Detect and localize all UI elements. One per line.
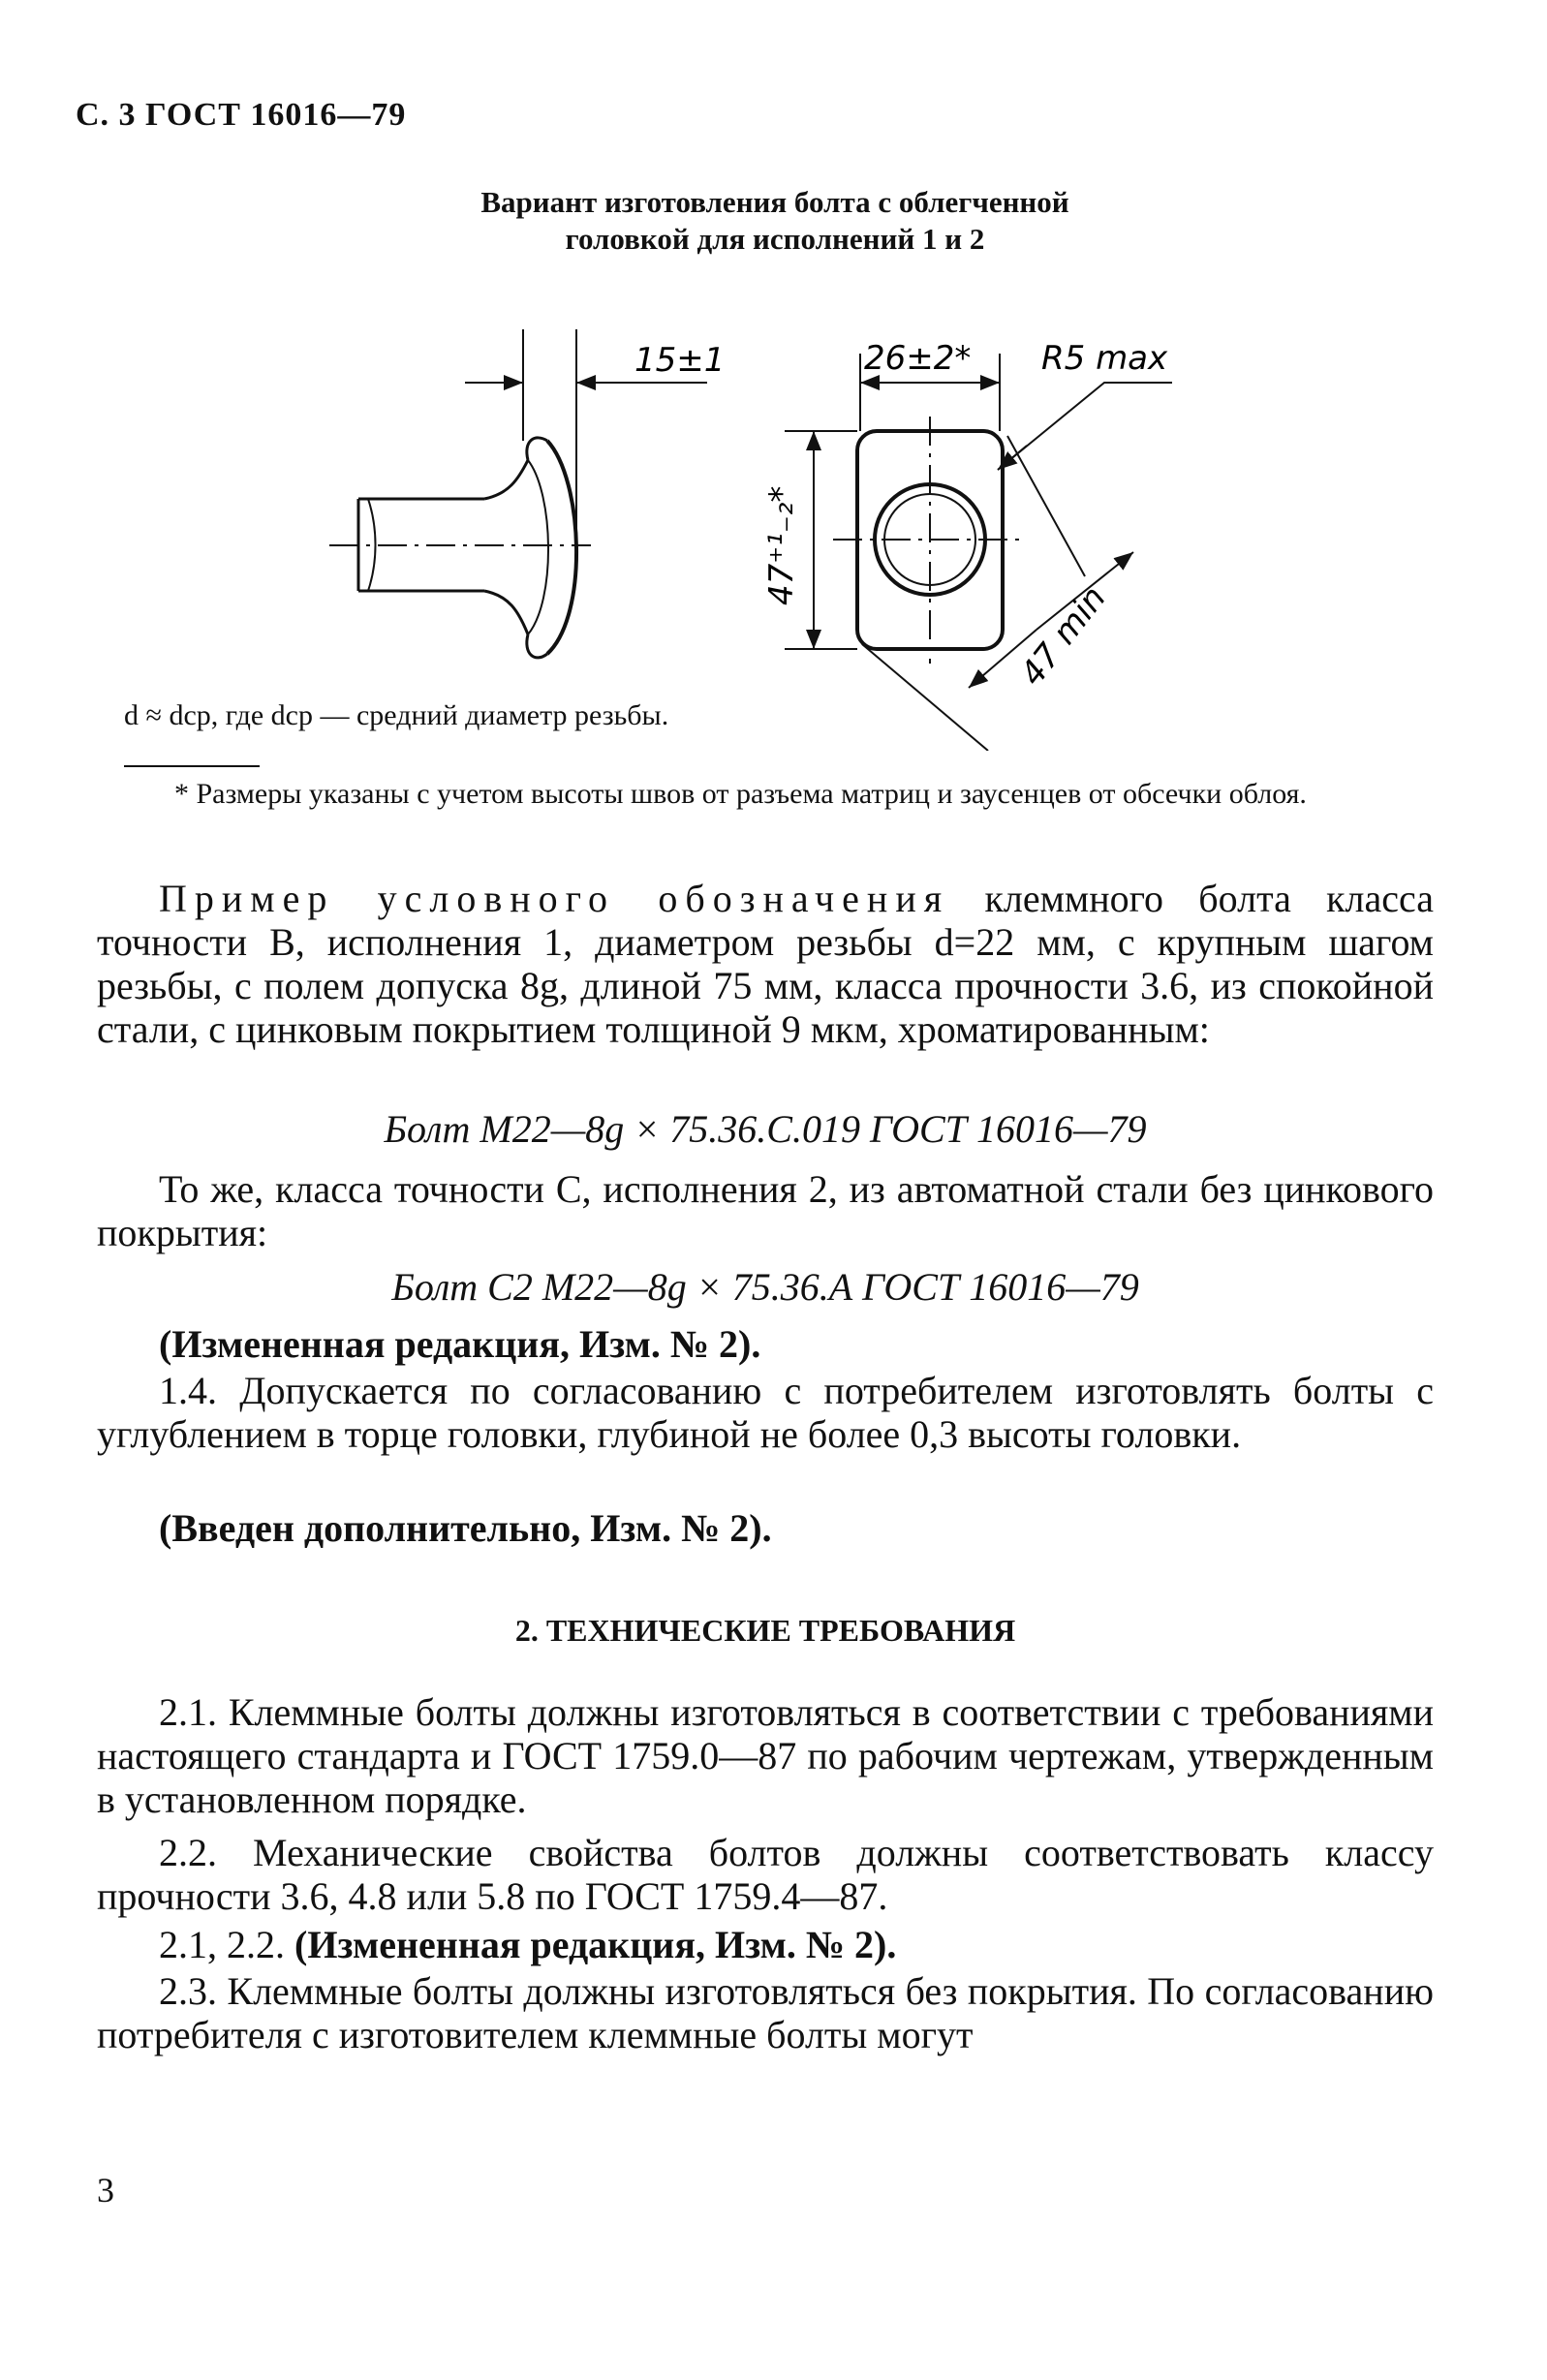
dim-radius: R5 max [1041,339,1168,378]
example-lead: Пример условного обозначения [159,877,950,920]
introduced-note: (Введен дополнительно, Изм. № 2). [159,1506,772,1550]
dim-diagonal: 47 min [1012,578,1114,694]
amended-note-2 [97,1923,1434,1966]
footnote-divider [124,765,260,767]
paragraph-2-1: 2.1. Клеммные болты должны изготовляться в соответствии с требованиями настоящего стандарта и ГОСТ 1759.0—87 по рабочим чертежам, утвержденным в установленном порядке. [97,1690,1434,1821]
figure-title-line1: Вариант изготовления болта с облегченной [480,185,1069,219]
designation-2: Болт С2 М22—8g × 75.36.А ГОСТ 16016—79 [391,1265,1139,1309]
dim-head-height: 15±1 [634,341,726,380]
section-2-title: 2. ТЕХНИЧЕСКИЕ ТРЕБОВАНИЯ [514,1613,1016,1648]
page-header: С. 3 ГОСТ 16016—79 [76,97,407,133]
dim-width: 26±2* [864,339,972,378]
example-paragraph [97,877,1434,1051]
figure-note: d ≈ dср, где dср — средний диаметр резьбы. [124,699,669,731]
paragraph-1-4: 1.4. Допускается по согласованию с потребителем изготовлять болты с углублением в торце головки, глубиной не более 0,3 высоты головки. [97,1369,1434,1456]
dim-height: 47⁺¹₋₂* [762,485,801,605]
page-number: 3 [97,2171,114,2210]
designation-1: Болт М22—8g × 75.36.С.019 ГОСТ 16016—79 [384,1107,1147,1151]
paragraph-2-3: 2.3. Клеммные болты должны изготовляться без покрытия. По согласованию потребителя с изготовителем клеммные болты могут [97,1969,1434,2056]
figure-title-line2: головкой для исполнений 1 и 2 [565,222,985,256]
bolt-drawing [329,325,1201,751]
paragraph-2-2: 2.2. Механические свойства болтов должны соответствовать классу прочности 3.6, 4.8 или 5.8 по ГОСТ 1759.4—87. [97,1831,1434,1918]
amended-note-1: (Измененная редакция, Изм. № 2). [159,1322,761,1366]
amend-text: (Измененная редакция, Изм. № 2). [294,1923,897,1966]
footnote: * Размеры указаны с учетом высоты швов от разъема матриц и заусенцев от обсечки облоя. [174,778,1307,810]
amend-prefix: 2.1, 2.2. [159,1923,285,1966]
same-text: То же, класса точности С, исполнения 2, из автоматной стали без цинкового покрытия: [97,1167,1434,1254]
example-text: клеммного болта класса точности В, исполнения 1, диаметром резьбы d=22 мм, с крупным шагом резьбы, с полем допуска 8g, длиной 75 мм, класса прочности 3.6, из спокойной стали, с цинковым покрытием толщиной 9 мкм, хроматированным: [97,877,1435,1051]
